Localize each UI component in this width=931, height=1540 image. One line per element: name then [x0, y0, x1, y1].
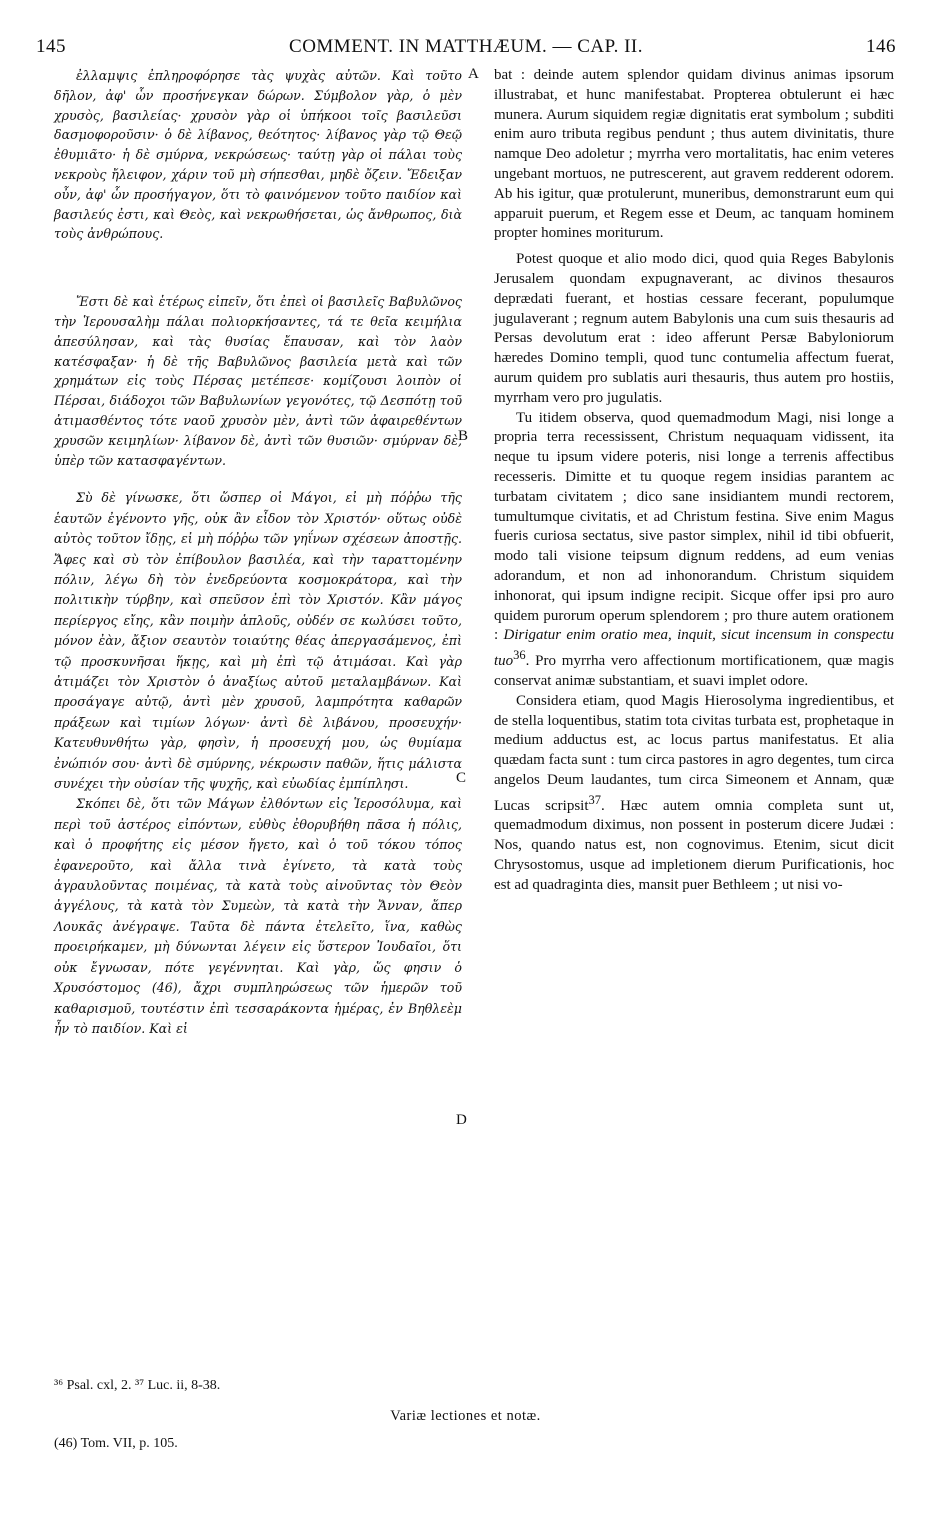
margin-marker-d: D — [456, 1112, 467, 1128]
footnote-ref-36: 36 — [513, 648, 526, 663]
margin-marker-b: B — [458, 428, 469, 444]
greek-paragraph-1: ἐλλαμψις ἐπληροφόρησε τὰς ψυχὰς αὐτῶν. Καὶ τοῦτο δῆλον, ἀφ' ὧν προσήνεγκαν δώρων. Σύμβολον γὰρ, ὁ μὲν χρυσὸς, βασιλείας· χρυσὸν γὰρ οἱ ὑπήκοοι τοῖς βασιλεῦσι δασμοφοροῦσιν· ὁ δὲ λίβανος, θεότητος· λίβανος γὰρ τῷ Θεῷ ἐθυμιᾶτο· ἡ δὲ σμύρνα, νεκρώσεως· ταύτῃ γὰρ οἱ πάλαι τοὺς νεκροὺς ἤλειφον, χάριν τοῦ μὴ σήπεσθαι, μηδὲ ὄζειν. Ἔδειξαν οὖν, ἀφ' ὧν προσήγαγον, ὅτι τὸ φαινόμενον τοῦτο παιδίον καὶ βασιλεύς ἐστι, καὶ Θεὸς, καὶ νεκρωθήσεται, ὡς ἄνθρωπος, διὰ τοὺς ἀνθρώπους. — [54, 68, 462, 242]
greek-paragraph-4: Σκόπει δὲ, ὅτι τῶν Μάγων ἐλθόντων εἰς Ἱεροσόλυμα, καὶ περὶ τοῦ ἀστέρος εἰπόντων, εὐθὺς ἐθορυβήθη πᾶσα ἡ πόλις, καὶ ὁ προφήτης εἰς μέσον ἤγετο, καὶ ὁ τοῦ τόκου τόπος ἐφανεροῦτο, καὶ ἄλλα τινὰ ἐγίνετο, τὰ κατὰ τοὺς ἀγραυλοῦντας ποιμένας, τὰ κατὰ τοὺς αἰνοῦντας τὸν Θεὸν ἀγγέλους, τὰ κατὰ τὸν Συμεὼν, τὰ κατὰ τὴν Ἄνναν, ἅπερ Λουκᾶς ἀνέγραψε. Ταῦτα δὲ πάντα ἐτελεῖτο, ἵνα, καθὼς προειρήκαμεν, μὴ δύνωνται λέγειν εἰς ὕστερον Ἰουδαῖοι, ὅτι οὐκ ἔγνωσαν, πότε γεγέννηται. Καὶ γὰρ, ὥς φησιν ὁ Χρυσόστομος (46), ἄχρι συμπληρώσεως τῶν ἡμερῶν τοῦ καθαρισμοῦ, τουτέστιν ἐπὶ τεσσαράκοντα ἡμέρας, ἐν Βηθλεὲμ ἦν τὸ παιδίον. Καὶ εἰ — [54, 796, 462, 1036]
latin-paragraph-4-text: Considera etiam, quod Magis Hierosolyma ingredientibus, et de stella loquentibus, statim tota civitas turbata est, prophetaque in medium adductus est, ac locus partus manifestatus. Et alia quædam facta sunt : tum circa pastores in agro degentes, tum circa angelos Deum laudantes, tum circa Simeonem et Annam, quæ Lucas scripsit — [494, 692, 894, 814]
latin-paragraph-4-end: . Hæc autem omnia completa sunt ut, quemadmodum diximus, non possent in posterum dicere Judæi : Nos, quando natus est, non cognovimus. Etenim, sicut dicit Chrysostomus, usque ad impletionem dierum Purificationis, hoc est ad quadraginta dies, mansit puer Bethleem ; ut nisi vo- — [494, 797, 894, 893]
running-title: COMMENT. IN MATTHÆUM. — CAP. II. — [289, 36, 643, 57]
latin-paragraph-3-text: Tu itidem observa, quod quemadmodum Magi, nisi longe a propria terra recessissent, Christum nequaquam vidissent, ita neque tu ipsum videre poteris, nisi longe a terrenis affectibus recesseris. Dimitte et tu quoque regem insidias parantem ac turbatam civitatem ; dico sane insidiantem mundi rectorem, tumultumque civitatis, et ad Christum festina. Sive enim Magus fueris curiosa sectatus, sive pastor simplex, nihil id tibi obfuerit, modo tali visione teipsum dignum reddens, ad eum venias adorandum, et non ad inhonorandum. Christum siquidem inhonorat, qui ipsum indigne recipit. Sicque offer ipsi pro auro quidem purorum operum splendorem ; pro thure autem orationem : — [494, 409, 894, 644]
latin-paragraph-4 — [494, 692, 894, 896]
margin-marker-c: C — [456, 770, 467, 786]
latin-column — [494, 66, 894, 896]
footnote-ref-37: 37 — [588, 792, 602, 807]
variant-note-46: (46) Tom. VII, p. 105. — [54, 1436, 178, 1451]
latin-paragraph-3-end: . Pro myrrha vero affectionum mortificationem, quæ magis conservat animæ substantiam, et suavi implet odore. — [494, 653, 894, 689]
margin-marker-a: A — [468, 66, 479, 82]
greek-column — [54, 66, 462, 1039]
latin-paragraph-2: Potest quoque et alio modo dici, quod quia Reges Babylonis Jerusalem quondam expugnaverant, ac divinos thesauros deprædati fuerant, et hostias cessare fecerant, populumque jugulaverant ; regnum autem Babylonis una cum suis thesauris ad Persas devolutum erat : ideo afferunt Persæ Babyloniorum hæredes Domino templi, quod tunc contumelia affectum fuerat, aurum quidem pro sublatis auri thesauris, thus autem pro hostiis, myrrham vero pro jugulatis. — [494, 251, 894, 406]
latin-paragraph-1: bat : deinde autem splendor quidam divinus animas ipsorum illustrabat, et hunc manifestabat. Propterea obtulerunt ei hæc munera. Aurum siquidem regiæ dignitatis erat symbolum ; subditi enim auro tributa regibus pendunt ; thus autem divinitatis, thure namque Deo adoletur ; myrrha vero mortalitatis, hac enim veteres ungebant mortuos, ne putrescerent, aut gravem redderent odorem. Ab his igitur, quæ protulerunt, muneribus, demonstrarunt eum qui apparuit puerum, et Regem esse et Deum, ac tanquam hominem propter homines moriturum. — [494, 67, 894, 242]
scripture-footnotes: ³⁶ Psal. cxl, 2. ³⁷ Luc. ii, 8-38. — [54, 1378, 221, 1393]
running-header — [36, 36, 896, 62]
notes-section-title: Variæ lectiones et notæ. — [390, 1408, 541, 1424]
latin-paragraph-3 — [494, 409, 894, 692]
greek-paragraph-3: Σὺ δὲ γίνωσκε, ὅτι ὥσπερ οἱ Μάγοι, εἰ μὴ πόῤῥω τῆς ἑαυτῶν ἐγένοντο γῆς, οὐκ ἂν εἶδον τὸν Χριστόν· οὕτως οὐδὲ αὐτὸς τοῦτον ἴδῃς, εἰ μὴ πόῤῥω τῶν γηΐνων σχέσεων ἀποστῇς. Ἄφες καὶ σὺ τὸν ἐπίβουλον βασιλέα, καὶ τὴν ταραττομένην πόλιν, λέγω δὴ τὸν ἐνεδρεύοντα κοσμοκράτορα, καὶ τὴν πολιτικὴν τύρβην, καὶ σπεῦσον ἐπὶ τὸν Χριστόν. Κἂν μάγος περίεργος εἴης, κἂν ποιμὴν ἁπλοῦς, οὐδέν σε κωλύσει τοῦτο, μόνον ἐὰν, ἄξιον σεαυτὸν τοιαύτης θέας ἀπεργασάμενος, ἐπὶ τῷ προσκυνῆσαι ἥκῃς, καὶ μὴ ἐπὶ τῷ ἀτιμάσαι. Καὶ γὰρ ἀτιμάζει τὸν Χριστὸν ὁ ἀναξίως αὐτοῦ μεταλαμβάνων. Καὶ προσάγαγε αὐτῷ, ἀντὶ μὲν χρυσοῦ, λαμπρότητα καθαρῶν πράξεων καὶ τιμίων λόγων· ἀντὶ δὲ λιβάνου, προσευχήν· Κατευθυνθήτω γὰρ, φησὶν, ἡ προσευχή μου, ὡς θυμίαμα ἐνώπιόν σου· ἀντὶ δὲ σμύρνης, νέκρωσιν παθῶν, ἥτις μάλιστα συνέχει τὴν οὐσίαν τῆς ψυχῆς, καὶ εὐωδίας ἐμπίπλησι. — [54, 490, 462, 792]
greek-paragraph-2: Ἔστι δὲ καὶ ἑτέρως εἰπεῖν, ὅτι ἐπεὶ οἱ βασιλεῖς Βαβυλῶνος τὴν Ἱερουσαλὴμ πάλαι πολιορκήσαντες, τά τε θεῖα κειμήλια ἀπεσύλησαν, καὶ τὰς θυσίας ἔπαυσαν, καὶ τὸν λαὸν κατέσφαξαν· ἡ δὲ τῆς Βαβυλῶνος βασιλεία μετὰ καὶ τῶν χρημάτων εἰς τοὺς Πέρσας μετέπεσε· κομίζουσι λοιπὸν οἱ Πέρσαι, διάδοχοι τῶν Βαβυλωνίων γεγονότες, τῷ Δεσπότῃ τοῦ ἀτιμασθέντος τότε ναοῦ χρυσὸν μὲν, ἀντὶ τῶν ἀφαιρεθέντων χρυσῶν κειμηλίων· λίβανον δὲ, ἀντὶ τῶν θυσιῶν· σμύρναν δὲ, ὑπὲρ τῶν κατασφαγέντων. — [54, 294, 462, 468]
page-number-right: 146 — [866, 36, 896, 57]
scripture-quote: Dirigatur enim oratio mea, inquit, sicut incensum in conspectu tuo — [494, 627, 894, 670]
page-number-left: 145 — [36, 36, 66, 57]
